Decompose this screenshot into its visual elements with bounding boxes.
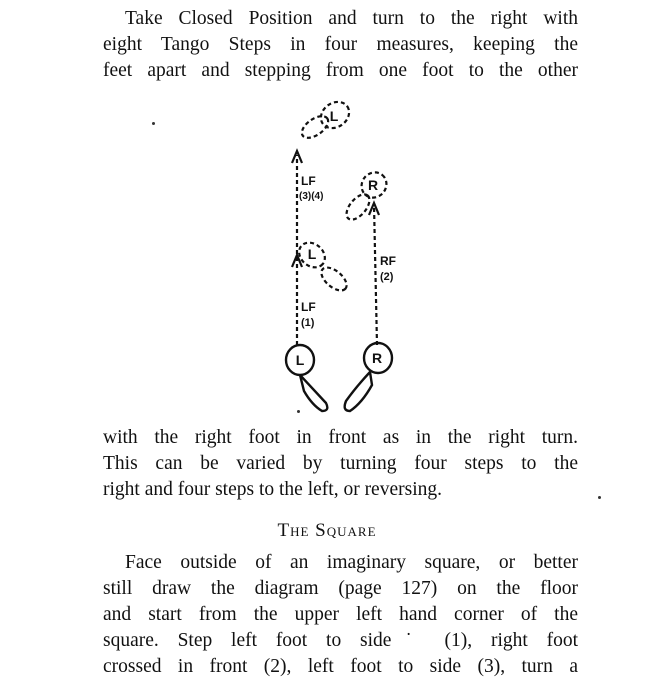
continuation-line-3: right and four steps to the left, or reversing. [103, 479, 442, 500]
intro-line-3: feet apart and stepping from one foot to the other [103, 60, 578, 81]
section-line-3: and start from the upper left hand corner of the [103, 604, 578, 625]
foot-label-middle-left: L [307, 246, 317, 262]
foot-start-right-heel [345, 372, 372, 411]
step-label-rf: RF [380, 254, 396, 268]
foot-outline-middle-left [317, 263, 350, 295]
continuation-line-2: This can be varied by turning four steps to the [103, 453, 578, 474]
section-heading: The Square [277, 520, 377, 541]
speck-mark [598, 496, 601, 499]
section-line-1: Face outside of an imaginary square, or better [125, 552, 578, 573]
foot-outline-right-upper [342, 190, 374, 223]
foot-start-left-heel [300, 375, 327, 411]
speck-mark [152, 122, 155, 125]
foot-label-start-right: R [371, 350, 383, 366]
step-count-lf-top: (3)(4) [299, 191, 324, 202]
tango-turn-diagram [270, 95, 410, 420]
section-line-2: still draw the diagram (page 127) on the floor [103, 578, 578, 599]
step-label-lf-top: LF [301, 174, 316, 188]
continuation-line-1: with the right foot in front as in the right turn. [103, 427, 578, 448]
path-line-right [374, 205, 377, 345]
section-paragraph [103, 550, 578, 680]
foot-label-top-left: L [329, 108, 339, 124]
section-line-4: square. Step left foot to side˙ (1), right foot [103, 630, 578, 651]
speck-mark [297, 410, 300, 413]
intro-paragraph [103, 6, 578, 84]
section-line-5: crossed in front (2), left foot to side (3), turn a [103, 656, 578, 677]
step-label-lf-bottom: LF [301, 300, 316, 314]
foot-label-right-upper: R [367, 177, 379, 193]
foot-label-start-left: L [295, 352, 305, 368]
step-count-lf-bottom: (1) [301, 317, 315, 329]
step-count-rf: (2) [380, 271, 394, 283]
intro-line-1: Take Closed Position and turn to the right with [125, 8, 578, 29]
continuation-paragraph [103, 425, 578, 503]
intro-line-2: eight Tango Steps in four measures, keeping the [103, 34, 578, 55]
